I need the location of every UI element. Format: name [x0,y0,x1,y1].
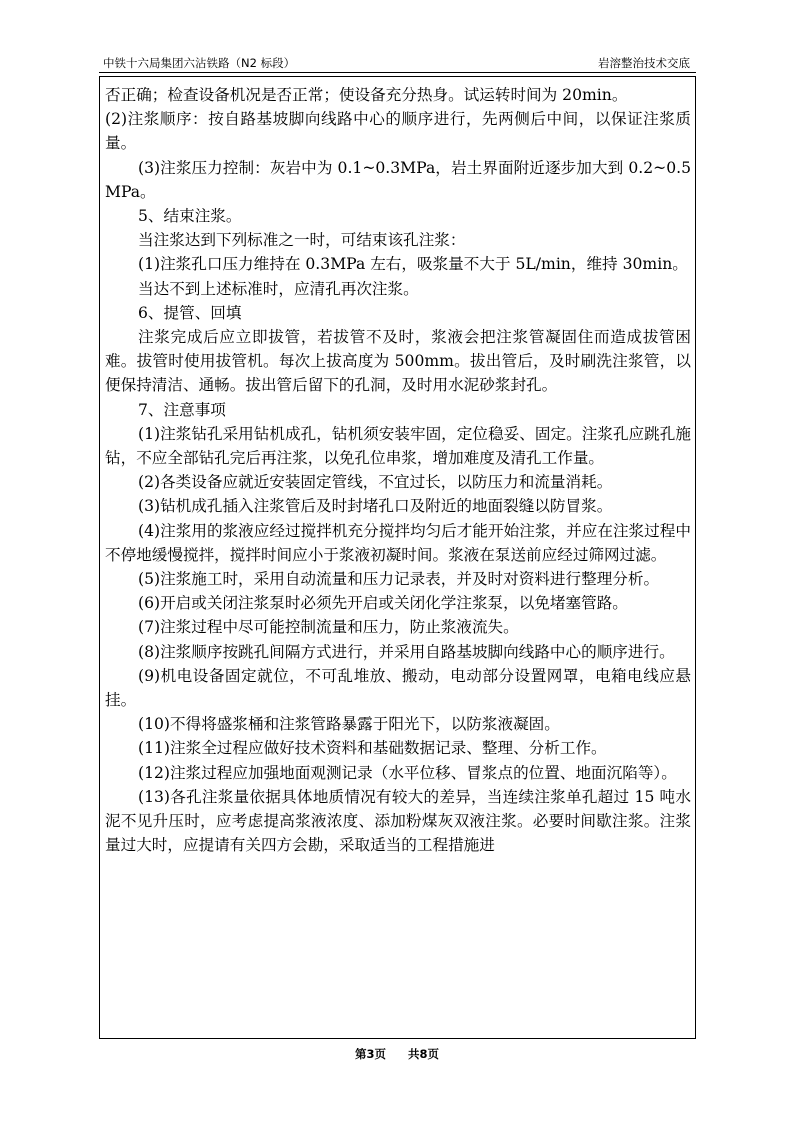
paragraph: 注浆完成后应立即拔管，若拔管不及时，浆液会把注浆管凝固住而造成拔管困难。拔管时使用拔管机。每次上拔高度为 500mm。拔出管后，及时刷洗注浆管，以便保持清洁、通畅。拔出管后留下的孔洞，及时用水泥砂浆封孔。 [105,328,691,395]
page-total: 共8页 [408,1047,440,1061]
header-document-title: 岩溶整治技术交底 [598,56,690,70]
paragraph: (8)注浆顺序按跳孔间隔方式进行，并采用自路基坡脚向线路中心的顺序进行。 [138,642,675,661]
paragraph: (3)注浆压力控制：灰岩中为 0.1~0.3MPa，岩土界面附近逐步加大到 0.2~0.5 MPa。 [105,158,691,201]
paragraph: (12)注浆过程应加强地面观测记录（水平位移、冒浆点的位置、地面沉陷等）。 [138,763,677,782]
paragraph: 7、注意事项 [138,400,226,419]
paragraph: (5)注浆施工时，采用自动流量和压力记录表，并及时对资料进行整理分析。 [138,570,660,589]
header-project-name: 中铁十六局集团六沾铁路（N2 标段） [103,56,296,70]
paragraph: 5、结束注浆。 [138,207,242,226]
paragraph: (10)不得将盛浆桶和注浆管路暴露于阳光下，以防浆液凝固。 [138,715,560,734]
paragraph: (1)注浆孔口压力维持在 0.3MPa 左右，吸浆量不大于 5L/min，维持 30min。 [138,255,688,274]
paragraph: (13)各孔注浆量依据具体地质情况有较大的差异，当连续注浆单孔超过 15 吨水泥不见升压时，应考虑提高浆液浓度、添加粉煤灰双液注浆。必要时间歇注浆。注浆量过大时，应提请有关四方会勘，采取适当的工程措施进 [105,787,691,855]
paragraph: (1)注浆钻孔采用钻机成孔，钻机须安装牢固，定位稳妥、固定。注浆孔应跳孔施钻，不应全部钻孔完后再注浆，以免孔位串浆，增加难度及清孔工作量。 [105,424,691,468]
paragraph: (11)注浆全过程应做好技术资料和基础数据记录、整理、分析工作。 [138,739,607,758]
paragraph: 否正确；检查设备机况是否正常；使设备充分热身。试运转时间为 20min。 [105,86,628,104]
paragraph: (9)机电设备固定就位，不可乱堆放、搬动，电动部分设置网罩，电箱电线应悬挂。 [105,666,691,710]
page-footer [0,1046,794,1062]
paragraph: (2)各类设备应就近安装固定管线，不宜过长，以防压力和流量消耗。 [138,473,613,492]
paragraph: (3)钻机成孔插入注浆管后及时封堵孔口及附近的地面裂缝以防冒浆。 [138,497,613,516]
paragraph: (7)注浆过程中尽可能控制流量和压力，防止浆液流失。 [138,618,519,637]
content-frame [99,76,696,1039]
paragraph: 当注浆达到下列标准之一时，可结束该孔注浆： [138,231,466,250]
paragraph: (6)开启或关闭注浆泵时必须先开启或关闭化学注浆泵，以免堵塞管路。 [138,594,628,613]
body-text [105,83,691,858]
paragraph: (2)注浆顺序：按自路基坡脚向线路中心的顺序进行，先两侧后中间，以保证注浆质量。 [105,110,691,153]
paragraph: (4)注浆用的浆液应经过搅拌机充分搅拌均匀后才能开始注浆，并应在注浆过程中不停地缓慢搅拌，搅拌时间应小于浆液初凝时间。浆液在泵送前应经过筛网过滤。 [105,521,691,564]
paragraph: 当达不到上述标准时，应清孔再次注浆。 [138,279,419,298]
paragraph: 6、提管、回填 [138,303,242,322]
page-header [99,50,696,73]
page-number: 第3页 [354,1047,386,1061]
